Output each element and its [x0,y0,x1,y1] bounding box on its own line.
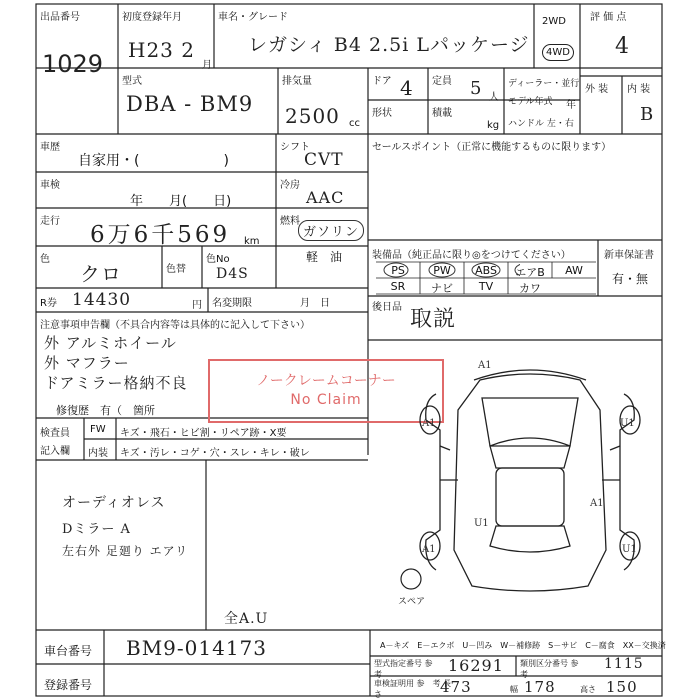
score-label: 評 価 点 [590,12,627,23]
equip-abs: ABS [475,264,497,277]
type-value: DBA - BM9 [126,92,254,116]
width-value: 178 [524,678,556,696]
inspection-value: 年 月( 日) [130,194,232,209]
color-no-value: D4S [216,266,249,282]
type-no-label: 型式指定番号 参 考 [374,659,441,679]
spare-label: スペア [398,597,426,607]
equip-navi: ナビ [431,282,453,295]
aftermarket-label: 後日品 [372,302,402,313]
diag-mark-rr: U1 [622,544,637,555]
spare-tire-icon [398,566,424,592]
exterior-label: 外 装 [585,84,609,95]
reg-label: 登録番号 [44,678,93,692]
diag-mark-fl: A1 [422,418,436,429]
ac-label: 冷房 [280,180,300,191]
person-unit: 人 [489,92,499,103]
score-value: 4 [615,34,630,59]
inspector-label-2: 記入欄 [40,446,70,457]
usage-label: 車歴 [40,142,60,153]
interior-check-text: キズ・汚レ・コゲ・穴・スレ・キレ・破レ [120,448,310,459]
drive-4wd: 4WD [542,44,574,61]
inspector-label-1: 検査員 [40,428,70,439]
color-label: 色 [40,254,50,265]
color-value: クロ [80,262,122,286]
class-no-value: 1115 [604,656,644,672]
aftermarket-value: 取説 [410,307,457,332]
km-unit: km [244,236,260,247]
interior-value: B [640,104,655,125]
repair-label: 修復歴 有（ 箇所 [56,404,155,417]
usage-value: 自家用・( ) [78,153,229,169]
type-label: 型式 [122,76,142,87]
month-label: 月 [202,60,212,71]
chassis-label: 車台番号 [44,644,93,658]
lot-label: 出品番号 [40,12,80,23]
diag-mark-front: A1 [478,360,492,371]
first-reg-value: H23 2 [128,38,195,62]
warranty-label: 新車保証書 [604,250,654,261]
model-grade-value: レガシィ B4 2.5i Lパッケージ [248,34,530,56]
capacity-value: 5 [470,78,483,99]
shape-label: 形状 [372,108,392,119]
yen-unit: 円 [192,300,202,311]
sales-point-label: セールスポイント（正常に機能するものに限ります） [372,142,612,153]
kg-unit: kg [487,120,500,131]
damage-legend: A－キズ E－エクボ U－凹み W－補修跡 S－サビ C－腐食 XX－交換済 [380,641,666,650]
notes-line-1: 外 アルミホイール [44,334,177,352]
mileage-label: 走行 [40,216,60,227]
diag-mark-rl: A1 [422,544,436,555]
equip-ps: PS [391,264,405,277]
remark-1: オーディオレス [62,495,166,511]
mileage-value: 6万6千569 [90,222,231,248]
displacement-value: 2500 [285,104,340,128]
model-grade-label: 車名・グレード [218,12,288,23]
fuel-value: ガソリン [298,220,364,241]
car-body-diagram [410,350,650,600]
name-change-value: 月 日 [300,298,330,309]
equip-tv: TV [478,280,494,293]
name-change-label: 名変期限 [212,298,252,309]
inspection-label: 車検 [40,180,60,191]
fw-label: FW [90,424,106,435]
fw-text: キズ・飛石・ヒビ割・リペア跡・X要 [120,428,287,439]
repaint-label: 色替 [166,264,186,275]
capacity-label: 定員 [432,76,452,87]
lot-number: 1029 [42,50,104,78]
color-no-label: 色No [206,254,230,265]
year-unit: 年 [566,100,576,111]
height-value: 150 [606,678,638,696]
class-no-label: 類別区分番号 参 考 [520,659,587,679]
length-value: 473 [440,678,472,696]
no-claim-en: No Claim [290,392,362,408]
height-label: 高さ [580,685,596,694]
interior-check-label: 内装 [88,448,108,459]
length-label: 車検証明用 参 考 長さ [374,679,452,699]
width-label: 幅 [510,685,518,694]
fuel-label: 燃料 [280,216,300,227]
shift-value: CVT [304,150,344,170]
shift-label: シフト [280,142,310,153]
ac-value: AAC [306,188,345,207]
drive-2wd: 2WD [542,16,566,27]
no-claim-stamp [208,359,444,423]
equip-pw: PW [433,264,451,277]
notes-line-3: ドアミラー格納不良 [44,374,188,392]
diag-mark-right: A1 [590,498,604,509]
notes-label: 注意事項申告欄（不具合内容等は具体的に記入して下さい） [40,320,310,331]
equipment-label: 装備品（純正品に限り◎をつけてください） [372,250,571,261]
dealer-label: ディーラー・並行 [508,79,580,89]
model-year-label: モデル年式 [508,97,553,107]
displacement-label: 排気量 [282,76,312,87]
fuel-diesel: 軽 油 [306,250,343,264]
warranty-value: 有・無 [612,272,649,286]
interior-label: 内 装 [627,84,651,95]
extra-note: 全A.U [224,611,269,627]
first-reg-label: 初度登録年月 [122,12,182,23]
type-no-value: 16291 [448,656,504,675]
no-claim-jp: ノークレームコーナー [256,373,396,389]
handle-label: ハンドル 左・右 [508,119,574,129]
chassis-value: BM9-014173 [126,636,268,660]
equip-sr: SR [390,280,406,293]
remark-3: 左右外 足廻り エアリ [62,544,189,558]
equipment-circles [380,262,520,280]
cc-unit: cc [349,118,360,129]
load-label: 積載 [432,108,452,119]
diag-mark-left: U1 [474,518,489,529]
notes-line-2: 外 マフラー [44,354,130,372]
equip-leather: カワ [519,282,541,295]
doors-label: ドア [372,76,392,87]
diag-mark-fr: U1 [620,418,635,429]
equip-aw: AW [565,264,583,277]
recycle-value: 14430 [72,290,132,310]
remark-2: Dミラー A [62,522,131,537]
doors-value: 4 [400,76,414,100]
equip-airbag: エアB [515,266,545,279]
recycle-label: R券 [40,298,57,309]
